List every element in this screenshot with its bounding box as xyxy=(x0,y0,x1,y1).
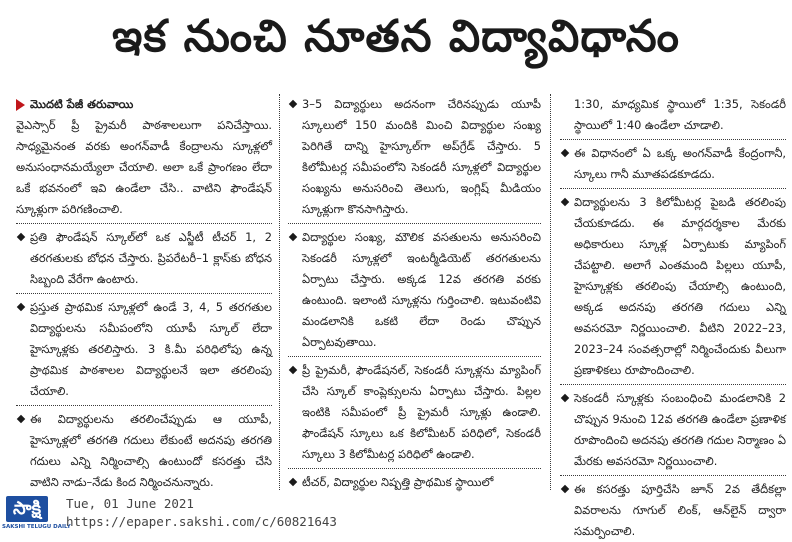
diamond-bullet-icon xyxy=(289,366,297,374)
headline: ఇక నుంచి నూతన విద్యావిధానం xyxy=(112,11,680,62)
logo-mark: సాక్షి xyxy=(6,496,48,522)
diamond-bullet-icon xyxy=(561,198,569,206)
separator xyxy=(288,356,541,357)
publication-date: Tue, 01 June 2021 xyxy=(66,496,194,511)
bullet-paragraph xyxy=(288,227,541,353)
article-column-3 xyxy=(560,94,786,538)
column-divider xyxy=(279,94,280,490)
separator xyxy=(560,188,786,189)
bullet-text: ఈ విధానంలో ఏ ఒక్క అంగన్‌వాడీ కేంద్రంగానీ, స్కూలు గానీ మూతపడకూడదు. xyxy=(574,146,786,181)
bullet-paragraph xyxy=(288,94,541,220)
diamond-bullet-icon xyxy=(561,149,569,157)
footer xyxy=(0,494,792,534)
bullet-paragraph xyxy=(560,192,786,381)
bullet-text: ప్రతి ఫౌండేషన్ స్కూల్‌లో ఒక ఎస్జీటీ టీచర్ 1, 2 తరగతులకు బోధన చేస్తారు. ప్రిపరేటరీ–1 క్లాస్‌కు బోధన సిబ్బంది వేరేగా ఉంటారు. xyxy=(30,230,272,286)
separator xyxy=(560,139,786,140)
separator xyxy=(16,223,272,224)
bullet-text: విద్యార్థుల సంఖ్య, మౌలిక వసతులను అనుసరించి సెకండరీ స్కూళ్లలో ఇంటర్మీడియెట్ తరగతులను ఏర్పాటు చేస్తారు. అక్కడ 12వ తరగతి వరకు ఉంటుంది. ఇలాంటి స్కూళ్లను గుర్తించాలి. ఇటువంటివి మండలానికి ఒకటి లేదా రెండు చొప్పున ఏర్పాటవుతాయి. xyxy=(302,230,541,349)
separator xyxy=(16,293,272,294)
bullet-paragraph xyxy=(16,227,272,290)
bullet-text: సెకండరీ స్కూళ్లకు సంబంధించి మండలానికి 2 చొప్పున 9నుంచి 12వ తరగతి ఉండేలా ప్రణాళిక రూపొందించి అదనపు తరగతి గదుల నిర్మాణం ఏ మేరకు అవసరమో నిర్ణయించాలి. xyxy=(574,391,786,468)
bullet-text: ఈ విద్యార్థులను తరలించేప్పుడు ఆ యూపీ, హైస్కూళ్లలో తరగతి గదులు లేకుంటే అదనపు తరగతి గదులు ఎన్ని నిర్మించాల్సి ఉంటుందో కసరత్తు చేసి వాటిని నాడు–నేడు కింద నిర్మించనున్నారు. xyxy=(30,412,272,489)
separator xyxy=(16,405,272,406)
diamond-bullet-icon xyxy=(17,303,25,311)
bullet-paragraph xyxy=(288,360,541,465)
column-divider xyxy=(550,94,551,490)
bullet-text: టీచర్, విద్యార్థుల నిష్పత్తి ప్రాథమిక స్థాయిలో xyxy=(302,475,494,489)
bullet-paragraph xyxy=(288,472,541,493)
triangle-marker-icon xyxy=(16,99,25,111)
bullet-text: 3–5 విద్యార్థులు అదనంగా చేరినప్పుడు యూపీ స్కూలులో 150 మందికి మించి విద్యార్థుల సంఖ్య పెరిగితే దాన్ని హైస్కూల్‌గా అప్‌గ్రేడ్ చేస్తారు. 5 కిలోమీటర్ల సమీపంలోని సెకండరీ స్కూళ్లలో విద్యార్థుల సంఖ్యను అనుసరించి తెలుగు, ఇంగ్లిష్ మీడియం స్కూళ్లుగా కొనసాగిస్తారు. xyxy=(302,97,541,216)
diamond-bullet-icon xyxy=(289,100,297,108)
separator xyxy=(288,223,541,224)
kicker-label: మొదటి పేజీ తరువాయి xyxy=(30,97,134,111)
sakshi-logo[interactable] xyxy=(2,496,71,534)
logo-subtitle: SAKSHI TELUGU DAILY xyxy=(2,524,71,530)
bullet-text: ఈ కసరత్తు పూర్తిచేసి జూన్ 2వ తేదీకల్లా వివరాలను గూగుల్ లింక్, ఆన్‌లైన్ ద్వారా సమర్పించాలి. xyxy=(574,482,786,538)
diamond-bullet-icon xyxy=(17,415,25,423)
article-column-1 xyxy=(16,94,272,492)
bullet-paragraph xyxy=(16,409,272,493)
diamond-bullet-icon xyxy=(561,394,569,402)
bullet-paragraph xyxy=(560,143,786,185)
bullet-paragraph xyxy=(16,297,272,402)
diamond-bullet-icon xyxy=(289,478,297,486)
diamond-bullet-icon xyxy=(17,233,25,241)
paragraph: 1:30, మాధ్యమిక స్థాయిలో 1:35, సెకండరీ స్థాయిలో 1:40 ఉండేలా చూడాలి. xyxy=(574,97,786,132)
separator xyxy=(288,468,541,469)
bullet-paragraph xyxy=(560,388,786,472)
diamond-bullet-icon xyxy=(561,485,569,493)
kicker xyxy=(16,94,272,115)
separator xyxy=(560,384,786,385)
epaper-link[interactable]: https://epaper.sakshi.com/c/60821643 xyxy=(66,514,337,529)
article-column-2 xyxy=(288,94,541,492)
bullet-text: ప్రస్తుత ప్రాథమిక స్కూళ్లలో ఉండే 3, 4, 5 తరగతుల విద్యార్థులను సమీపంలోని యూపీ స్కూల్ లేదా హైస్కూళ్లకు తరలిస్తారు. 3 కి.మీ పరిధిలోపు ఉన్న ప్రాథమిక పాఠశాలల విద్యార్థులనే ఇలా తరలింపు చేయాలి. xyxy=(30,300,272,398)
separator xyxy=(560,475,786,476)
bullet-text: ప్రీ ప్రైమరీ, ఫౌండేషనల్, సెకండరీ స్కూళ్లను మ్యాపింగ్ చేసి స్కూల్ కాంప్లెక్సులను ఏర్పాటు చేస్తారు. పిల్లల ఇంటికి సమీపంలో ప్రీ ప్రైమరీ స్కూళ్లు ఉండాలి. ఫౌండేషన్ స్కూలు ఒక కిలోమీటర్ పరిధిలో, సెకండరీ స్కూలు 3 కిలోమీటర్ల పరిధిలో ఉండాలి. xyxy=(302,363,541,461)
bullet-text: విద్యార్థులను 3 కిలోమీటర్ల పైబడి తరలింపు చేయకూడదు. ఈ మార్గదర్శకాల మేరకు అధికారులు స్కూళ్ల ఏర్పాటుకు మ్యాపింగ్ చేపట్టాలి. అలాగే ఎంతమంది పిల్లలు యూపీ, హైస్కూళ్లకు తరలింపు చేయాల్సి ఉంటుంది, అక్కడ అదనపు తరగతి గదులు ఎన్ని అవసరమో నిర్ణయించాలి. వీటిని 2022–23, 2023–24 సంవత్సరాల్లో నిర్మించేందుకు వీలుగా ప్రణాళికలు రూపొందించాలి. xyxy=(574,195,786,377)
diamond-bullet-icon xyxy=(289,233,297,241)
paragraph: వైఎస్సార్ ప్రీ ప్రైమరీ పాఠశాలలుగా పనిచేస్తాయి. సాధ్యమైనంత వరకు అంగన్‌వాడీ కేంద్రాలను స్కూళ్లలో అనుసంధానమయ్యేలా చేయాలి. అలా ఒకే ప్రాంగణం లేదా ఒకే భవనంలో ఇవి ఉండేలా చేసి.. వాటిని ఫౌండేషన్ స్కూళ్లుగా పరిగణించాలి. xyxy=(16,118,272,216)
